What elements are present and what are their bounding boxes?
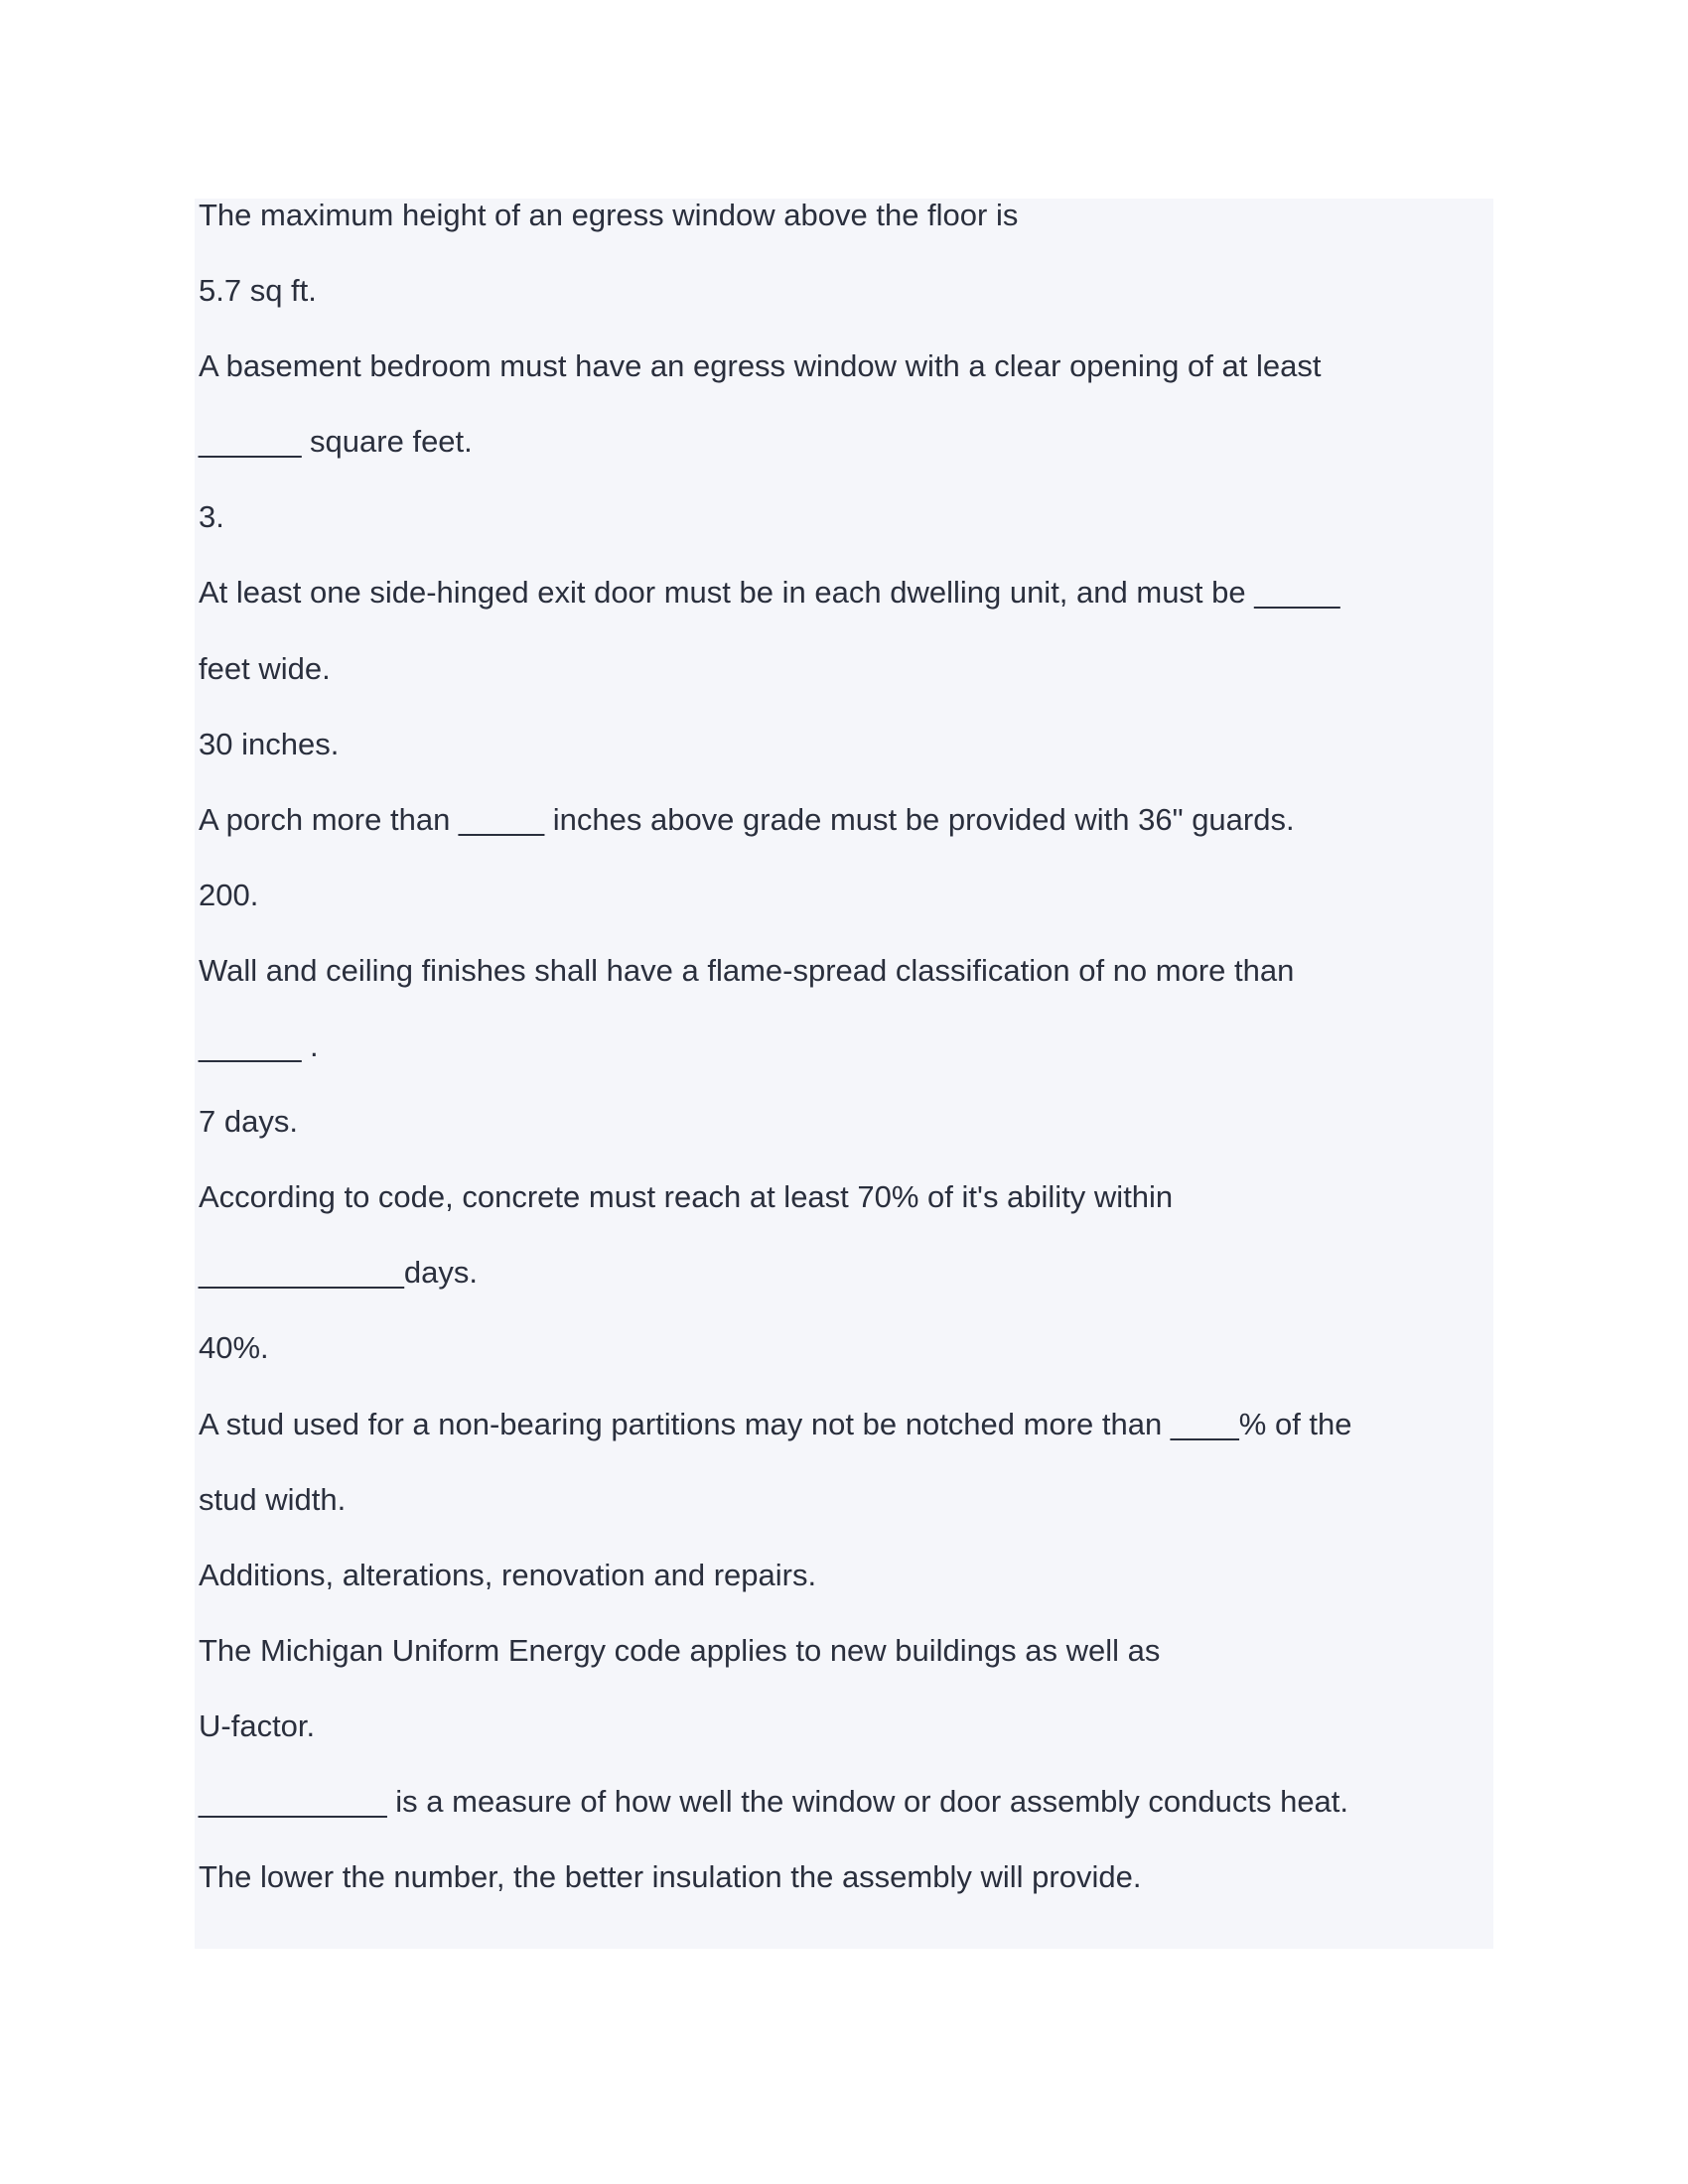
question-stud-notching: A stud used for a non-bearing partitions may not be notched more than ____% of the (199, 1406, 1352, 1441)
answer-additions-alterations: Additions, alterations, renovation and repairs. (199, 1557, 817, 1592)
question-basement-bedroom-egress: A basement bedroom must have an egress window with a clear opening of at least (199, 348, 1322, 384)
question-exit-door-width-cont: feet wide. (199, 650, 331, 686)
question-basement-bedroom-egress-cont: ______ square feet. (199, 424, 473, 460)
answer-7-days: 7 days. (199, 1104, 298, 1140)
question-porch-guards: A porch more than _____ inches above grade must be provided with 36" guards. (199, 801, 1295, 837)
question-exit-door-width: At least one side-hinged exit door must be in each dwelling unit, and must be _____ (199, 575, 1340, 611)
question-concrete-strength-cont: ____________days. (199, 1255, 478, 1291)
question-concrete-strength: According to code, concrete must reach at least 70% of it's ability within (199, 1179, 1174, 1215)
question-stud-notching-cont: stud width. (199, 1481, 347, 1517)
question-flame-spread: Wall and ceiling finishes shall have a flame-spread classification of no more than (199, 952, 1295, 988)
answer-40-percent: 40%. (199, 1330, 269, 1366)
document-body (199, 197, 1489, 1934)
answer-200: 200. (199, 877, 259, 912)
answer-30-inches: 30 inches. (199, 726, 340, 761)
question-egress-window-height: The maximum height of an egress window above the floor is (199, 198, 1019, 232)
question-heat-conduction-measure: ___________ is a measure of how well the window or door assembly conducts heat. (199, 1783, 1349, 1819)
answer-3: 3. (199, 499, 224, 535)
question-energy-code: The Michigan Uniform Energy code applies to new buildings as well as (199, 1632, 1161, 1668)
question-flame-spread-cont: ______ . (199, 1028, 319, 1064)
answer-u-factor: U-factor. (199, 1707, 316, 1743)
answer-5-7-sq-ft: 5.7 sq ft. (199, 273, 317, 309)
question-heat-conduction-measure-cont: The lower the number, the better insulation the assembly will provide. (199, 1859, 1142, 1895)
